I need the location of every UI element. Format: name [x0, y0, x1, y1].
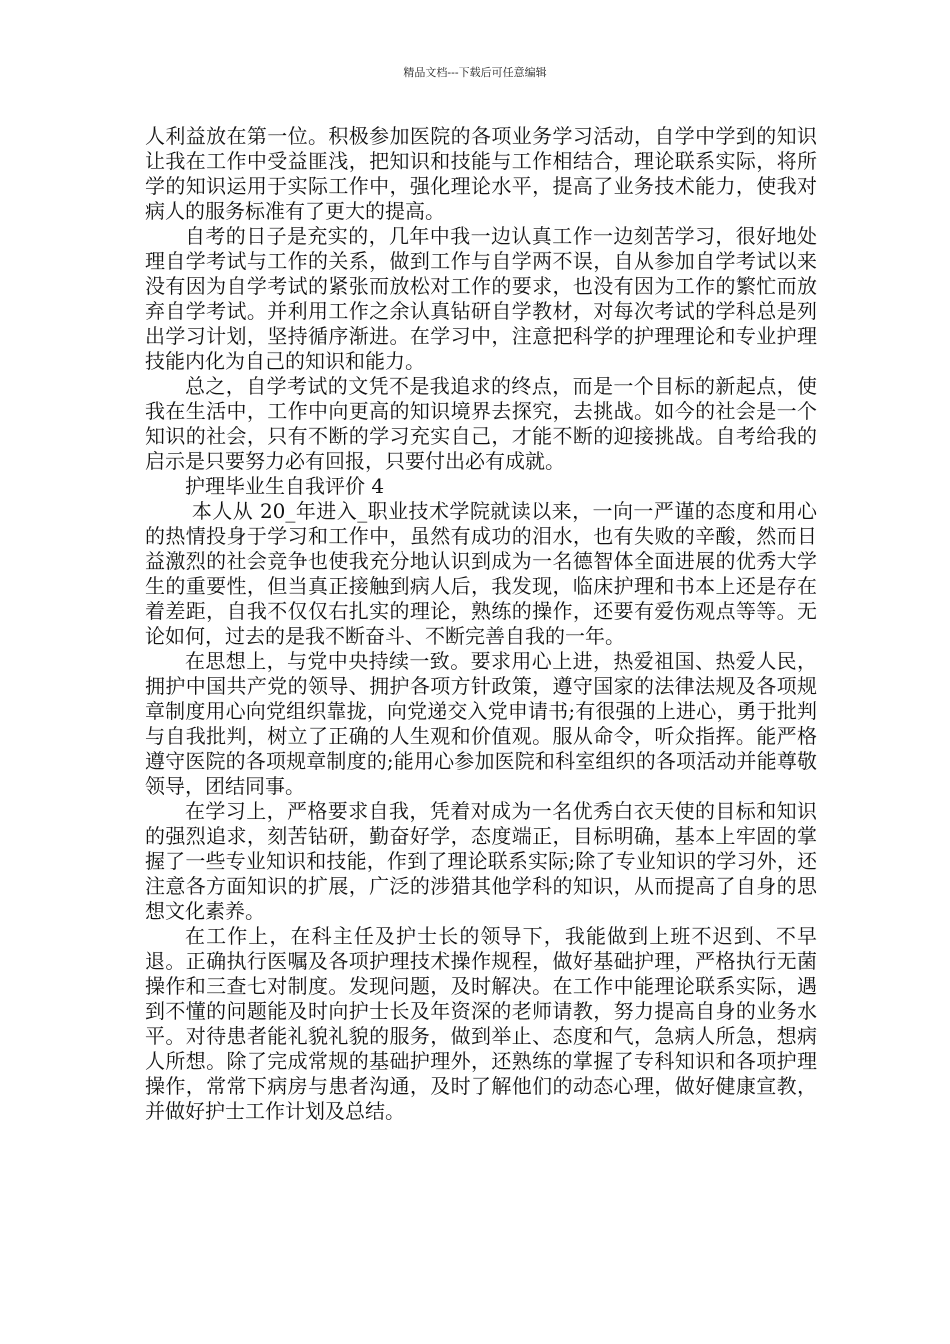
- paragraph-summary: 总之，自学考试的文凭不是我追求的终点，而是一个目标的新起点，使我在生活中，工作中向更高的知识境界去探究，去挑战。如今的社会是一个知识的社会，只有不断的学习充实自己，才能不断的迎接挑战。自考给我的启示是只要努力必有回报，只要付出必有成就。: [145, 374, 817, 473]
- document-body: [145, 124, 817, 1124]
- paragraph-work: 在工作上，在科主任及护士长的领导下，我能做到上班不迟到、不早退。正确执行医嘱及各项护理技术操作规程，做好基础护理，严格执行无菌操作和三查七对制度。发现问题，及时解决。在工作中能理论联系实际，遇到不懂的问题能及时向护士长及年资深的老师请教，努力提高自身的业务水平。对待患者能礼貌礼貌的服务，做到举止、态度和气，急病人所急，想病人所想。除了完成常规的基础护理外，还熟练的掌握了专科知识和各项护理操作，常常下病房与患者沟通，及时了解他们的动态心理，做好健康宣教，并做好护士工作计划及总结。: [145, 924, 817, 1123]
- paragraph-intro: 本人从 20_年进入_职业技术学院就读以来，一向一严谨的态度和用心的热情投身于学习和工作中，虽然有成功的泪水，也有失败的辛酸，然而日益激烈的社会竞争也使我充分地认识到成为一名德智体全面进展的优秀大学生的重要性，但当真正接触到病人后，我发现，临床护理和书本上还是存在着差距，自我不仅仅右扎实的理论，熟练的操作，还要有爱伤观点等等。无论如何，过去的是我不断奋斗、不断完善自我的一年。: [145, 499, 818, 648]
- page-header: 精品文档---下载后可任意编辑: [403, 66, 547, 79]
- section-heading: 护理毕业生自我评价 4: [185, 474, 385, 498]
- paragraph-ideology: 在思想上，与党中央持续一致。要求用心上进，热爱祖国、热爱人民，拥护中国共产党的领导、拥护各项方针政策，遵守国家的法律法规及各项规章制度用心向党组织靠拢，向党递交入党申请书;有很强的上进心，勇于批判与自我批判，树立了正确的人生观和价值观。服从命令，听众指挥。能严格遵守医院的各项规章制度的;能用心参加医院和科室组织的各项活动并能尊敬领导，团结同事。: [145, 649, 817, 798]
- paragraph-study: 在学习上，严格要求自我，凭着对成为一名优秀白衣天使的目标和知识的强烈追求，刻苦钻研，勤奋好学，态度端正，目标明确，基本上牢固的掌握了一些专业知识和技能，作到了理论联系实际;除了专业知识的学习外，还注意各方面知识的扩展，广泛的涉猎其他学科的知识，从而提高了自身的思想文化素养。: [145, 799, 817, 923]
- paragraph-continuation: 人利益放在第一位。积极参加医院的各项业务学习活动，自学中学到的知识让我在工作中受益匪浅，把知识和技能与工作相结合，理论联系实际，将所学的知识运用于实际工作中，强化理论水平，提高了业务技术能力，使我对病人的服务标准有了更大的提高。: [145, 124, 817, 223]
- paragraph-self-study: 自考的日子是充实的，几年中我一边认真工作一边刻苦学习，很好地处理自学考试与工作的关系，做到工作与自学两不误，自从参加自学考试以来没有因为自学考试的紧张而放松对工作的要求，也没有因为工作的繁忙而放弃自学考试。并利用工作之余认真钻研自学教材，对每次考试的学科总是列出学习计划，坚持循序渐进。在学习中，注意把科学的护理理论和专业护理技能内化为自己的知识和能力。: [145, 224, 817, 373]
